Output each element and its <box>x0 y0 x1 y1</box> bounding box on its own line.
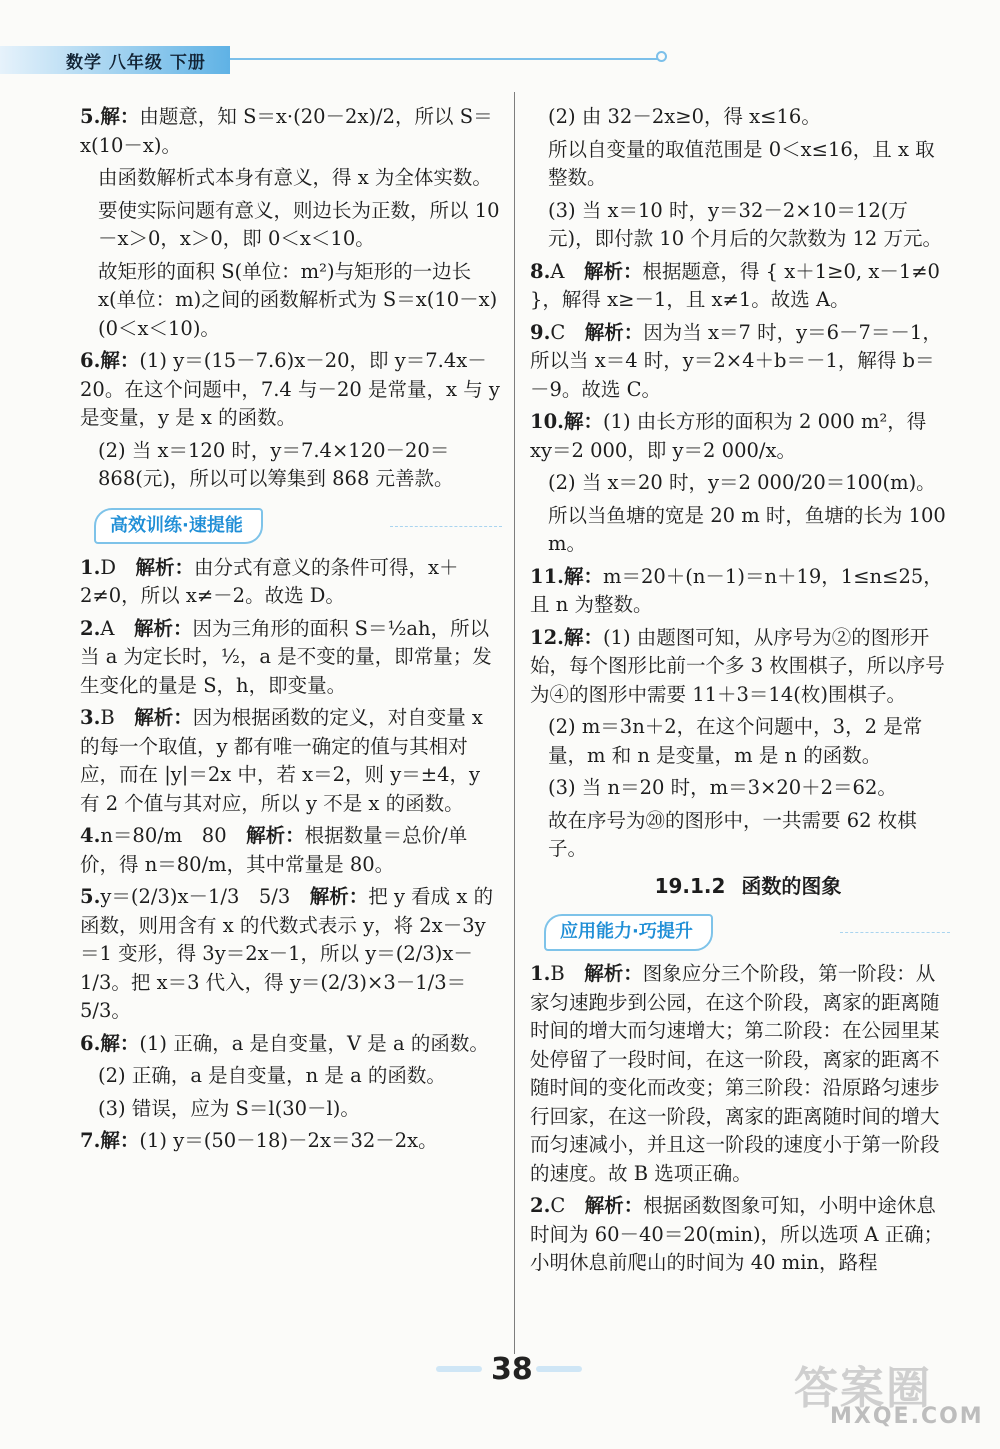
answer-item <box>80 554 502 611</box>
answer-continuation <box>80 164 502 193</box>
answer-text: (2) 当 x＝20 时，y＝2 000/20＝100(m)。 <box>548 471 936 494</box>
answer-item <box>530 258 950 315</box>
analysis-text: 把 y 看成 x 的函数，则用含有 x 的代数式表示 y，将 2x－3y＝1 变形，得 3y＝2x－1，所以 y＝(2/3)x－1/3。把 x＝3 代入，得 y＝(2/3)×3－1/3＝5/3。 <box>80 885 494 1022</box>
solution-label: 解： <box>100 1129 140 1152</box>
answer-item <box>80 615 502 701</box>
analysis-label: 解析： <box>584 320 644 344</box>
answer-item <box>530 319 950 405</box>
answer-text: 所以当鱼塘的宽是 20 m 时，鱼塘的长为 100 m。 <box>548 503 946 555</box>
answer-text: 所以自变量的取值范围是 0＜x≤16，且 x 取整数。 <box>548 137 935 189</box>
answer-text: 故在序号为⑳的图形中，一共需要 62 枚棋子。 <box>548 808 917 860</box>
item-number: 11. <box>530 564 564 588</box>
answer-continuation <box>530 197 950 254</box>
item-number: 6. <box>80 349 101 372</box>
analysis-label: 解析： <box>584 1194 644 1217</box>
answer-text: (1) 正确，a 是自变量，V 是 a 的函数。 <box>139 1031 489 1055</box>
answer-text: (3) 当 x＝10 时，y＝32－2×10＝12(万元)，即付款 10 个月后的欠款数为 12 万元。 <box>548 198 943 250</box>
item-number: 3. <box>80 706 101 729</box>
watermark-logo: 答案圈 <box>794 1363 932 1414</box>
answer-continuation <box>80 1062 502 1091</box>
answer-continuation <box>530 136 950 193</box>
footer-ornament-left <box>436 1366 482 1372</box>
analysis-label: 解析： <box>134 706 193 729</box>
answer-item <box>530 624 950 710</box>
answer-text: 由函数解析式本身有意义，得 x 为全体实数。 <box>98 166 492 189</box>
section-banner-label: 高效训练·速提能 <box>94 508 263 545</box>
answer-continuation <box>530 807 950 864</box>
answer-text: 由题意，知 S＝x·(20－2x)/2，所以 S＝x(10－x)。 <box>80 105 493 157</box>
item-number: 5. <box>80 885 101 908</box>
answer-text: (1) y＝(50－18)－2x＝32－2x。 <box>139 1129 438 1152</box>
answer-item <box>530 408 950 465</box>
answer-item <box>80 883 502 1026</box>
answer-text: (2) 正确，a 是自变量，n 是 a 的函数。 <box>98 1064 446 1087</box>
analysis-label: 解析： <box>583 259 643 283</box>
answer-text: (2) 由 32－2x≥0，得 x≤16。 <box>548 105 821 128</box>
answer-text: 故矩形的面积 S(单位：m²)与矩形的一边长 x(单位：m)之间的函数解析式为 S＝x(10－x)(0＜x＜10)。 <box>98 259 498 340</box>
item-number: 1. <box>530 962 551 985</box>
answer-continuation <box>530 103 950 132</box>
answer-text: (1) y＝(15－7.6)x－20，即 y＝7.4x－20。在这个问题中，7.4 与－20 是常量，x 与 y 是变量，y 是 x 的函数。 <box>80 349 500 429</box>
answer-choice: y＝(2/3)x－1/3 5/3 <box>100 885 310 908</box>
analysis-text: 因为三角形的面积 S＝½ah，所以当 a 为定长时，½，a 是不变的量，即常量；发生变化的量是 S，h，即变量。 <box>80 616 492 697</box>
section-number: 19.1.2 <box>654 873 726 898</box>
answer-continuation <box>530 469 950 498</box>
answer-item <box>80 1127 502 1156</box>
answer-text: (1) 由长方形的面积为 2 000 m²，得 xy＝2 000，即 y＝2 000/x。 <box>530 410 927 462</box>
answer-choice: A <box>550 259 584 283</box>
analysis-text: 根据题意，得 { x＋1≥0, x－1≠0 }，解得 x≥－1，且 x≠1。故选 A。 <box>530 259 940 311</box>
watermark-site: MXQE.COM <box>830 1404 984 1429</box>
item-number: 6. <box>80 1031 101 1055</box>
footer-ornament-right <box>536 1366 582 1372</box>
analysis-label: 解析： <box>133 616 193 640</box>
answer-continuation <box>80 197 502 254</box>
section-banner-rule <box>840 932 950 933</box>
right-column <box>530 103 950 1282</box>
item-number: 9. <box>530 320 551 344</box>
column-divider <box>514 92 515 1354</box>
solution-label: 解： <box>100 1031 140 1055</box>
answer-item <box>530 563 950 620</box>
item-number: 4. <box>80 824 101 847</box>
item-number: 12. <box>530 625 564 649</box>
answer-item <box>80 704 502 818</box>
answer-continuation <box>530 774 950 803</box>
analysis-text: 图象应分三个阶段，第一阶段：从家匀速跑步到公园，在这个阶段，离家的距离随时间的增大而匀速增大；第二阶段：在公园里某处停留了一段时间，在这一阶段，离家的距离不随时间的变化而改变；第三阶段：沿原路匀速步行回家，在这一阶段，离家的距离随时间的增大而匀速减小，并且这一阶段的速度小于第一阶段的速度。故 B 选项正确。 <box>530 962 940 1185</box>
answer-text: (2) 当 x＝120 时，y＝7.4×120－20＝868(元)，所以可以筹集到 868 元善款。 <box>98 438 454 490</box>
header-rule <box>230 58 660 60</box>
solution-label: 解： <box>100 105 140 128</box>
answer-choice: C <box>550 1194 585 1217</box>
item-number: 7. <box>80 1129 101 1152</box>
section-banner-rule <box>390 526 502 527</box>
item-number: 5. <box>80 105 101 128</box>
answer-continuation <box>80 437 502 494</box>
section-banner-label: 应用能力·巧提升 <box>544 914 713 951</box>
analysis-label: 解析： <box>584 962 643 985</box>
item-number: 2. <box>80 616 101 640</box>
answer-continuation <box>80 258 502 344</box>
answer-item <box>80 103 502 160</box>
analysis-text: 根据数量＝总价/单价，得 n＝80/m，其中常量是 80。 <box>80 824 468 876</box>
book-title: 数学 八年级 下册 <box>66 53 206 73</box>
answer-text: (1) 由题图可知，从序号为②的图形开始，每个图形比前一个多 3 枚围棋子，所以序号为④的图形中需要 11＋3＝14(枚)围棋子。 <box>530 625 945 706</box>
answer-choice: n＝80/m 80 <box>100 824 247 847</box>
analysis-text: 因为根据函数的定义，对自变量 x 的每一个取值，y 都有唯一确定的值与其相对应，而在 |y|＝2x 中，若 x＝2，则 y＝±4，y 有 2 个值与其对应，所以 y 不是 x 的函数。 <box>80 706 483 815</box>
answer-continuation <box>530 502 950 559</box>
answer-item <box>530 1192 950 1278</box>
page-number: 38 <box>491 1352 533 1387</box>
solution-label: 解： <box>100 349 140 372</box>
item-number: 8. <box>530 259 551 283</box>
analysis-label: 解析： <box>135 555 195 579</box>
answer-choice: B <box>550 962 585 985</box>
header-dot-ornament <box>656 51 667 62</box>
section-banner <box>530 908 950 954</box>
solution-label: 解： <box>563 564 603 588</box>
answer-choice: C <box>550 320 585 344</box>
answer-text: (3) 错误，应为 S＝l(30－l)。 <box>98 1096 360 1120</box>
solution-label: 解： <box>563 625 603 649</box>
answer-choice: A <box>100 616 134 640</box>
item-number: 2. <box>530 1194 551 1217</box>
answer-item <box>80 1030 502 1059</box>
answer-item <box>80 822 502 879</box>
item-number: 10. <box>530 410 564 433</box>
analysis-label: 解析： <box>309 885 369 908</box>
left-column <box>80 103 502 1160</box>
analysis-label: 解析： <box>246 824 305 847</box>
answer-continuation <box>530 713 950 770</box>
answer-continuation <box>80 1095 502 1124</box>
answer-text: m＝20＋(n－1)＝n＋19，1≤n≤25，且 n 为整数。 <box>530 564 943 616</box>
section-banner <box>80 502 502 548</box>
analysis-text: 根据函数图象可知，小明中途休息时间为 60－40＝20(min)，所以选项 A 正确；小明休息前爬山的时间为 40 min，路程 <box>530 1194 944 1274</box>
analysis-text: 因为当 x＝7 时，y＝6－7＝－1，所以当 x＝4 时，y＝2×4＋b＝－1，解得 b＝－9。故选 C。 <box>530 320 942 401</box>
answer-item <box>80 347 502 433</box>
section-title-text: 函数的图象 <box>741 873 842 898</box>
answer-choice: D <box>100 555 136 579</box>
answer-text: (3) 当 n＝20 时，m＝3×20＋2＝62。 <box>548 776 897 799</box>
answer-text: (2) m＝3n＋2，在这个问题中，3，2 是常量，m 和 n 是变量，m 是 n 的函数。 <box>548 715 923 767</box>
answer-choice: B <box>100 706 135 729</box>
analysis-text: 由分式有意义的条件可得，x＋2≠0，所以 x≠－2。故选 D。 <box>80 555 459 607</box>
answer-item <box>530 960 950 1188</box>
answer-text: 要使实际问题有意义，则边长为正数，所以 10－x＞0，x＞0，即 0＜x＜10。 <box>98 198 500 250</box>
section-heading <box>530 872 950 901</box>
item-number: 1. <box>80 555 101 579</box>
solution-label: 解： <box>563 410 603 433</box>
